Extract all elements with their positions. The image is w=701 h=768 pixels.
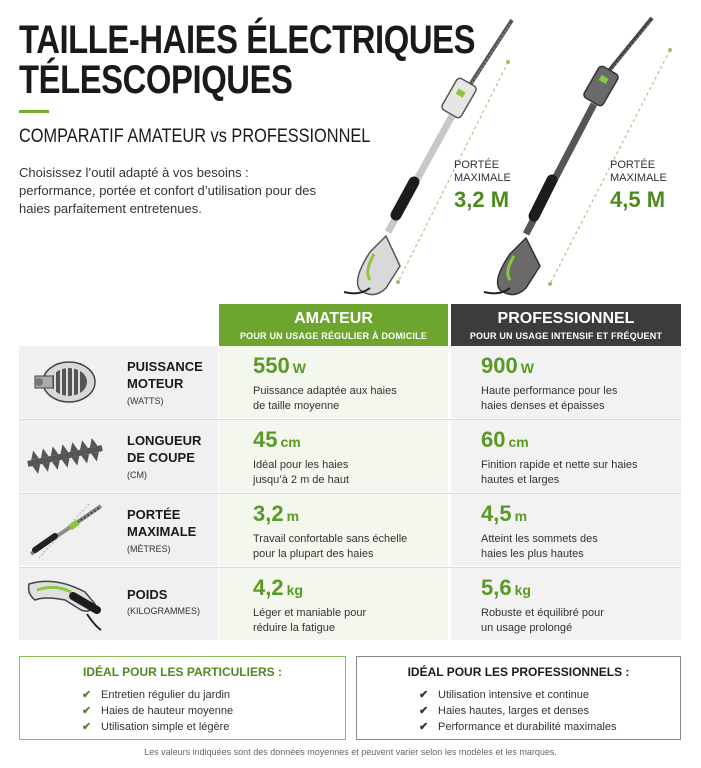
check-icon: ✔ <box>419 721 429 733</box>
list-item: ✔ Utilisation simple et légère <box>82 721 230 733</box>
motor-icon <box>25 352 105 412</box>
intro-text: Choisissez l’outil adapté à vos besoins : performance, portée et confort d’utilisation pour des haies parfaitement entretenues. <box>19 165 317 216</box>
pro-tool-icon <box>484 18 652 295</box>
row-label-cell <box>19 420 218 492</box>
row-label-cell <box>19 346 218 418</box>
pro-column-header <box>451 304 681 346</box>
pro-cell <box>451 494 681 566</box>
row-unit: (WATTS) <box>127 396 164 406</box>
check-icon: ✔ <box>82 705 92 717</box>
ideal-amateur-list <box>82 687 345 735</box>
comparison-row-power <box>19 346 681 418</box>
amateur-reach-callout <box>454 159 514 211</box>
pro-title: PROFESSIONNEL <box>497 310 635 327</box>
row-label-cell <box>19 568 218 640</box>
list-item: ✔ Haies hautes, larges et denses <box>419 705 590 717</box>
title-line-2: TÉLESCOPIQUES <box>19 58 293 102</box>
amateur-desc: Idéal pour les haies jusqu’à 2 m de haut <box>253 459 350 486</box>
pro-value: 5,6 kg <box>481 575 531 600</box>
ideal-pro-box <box>356 656 681 740</box>
pro-reach-label: PORTÉE MAXIMALE <box>610 159 667 184</box>
amateur-cell <box>219 494 448 566</box>
blade-icon <box>25 426 105 486</box>
row-unit: (MÈTRES) <box>127 544 171 554</box>
pro-value: 4,5 m <box>481 501 528 526</box>
pole-icon <box>25 500 105 560</box>
pro-value: 900 W <box>481 353 534 378</box>
list-item: ✔ Utilisation intensive et continue <box>419 689 590 701</box>
pro-desc: Finition rapide et nette sur haies hautes et larges <box>481 459 638 486</box>
row-name: PORTÉE MAXIMALE <box>127 507 197 539</box>
pro-reach-callout <box>610 159 670 211</box>
amateur-value: 45 cm <box>253 427 301 452</box>
check-icon: ✔ <box>419 705 429 717</box>
row-name: POIDS <box>127 587 168 602</box>
amateur-desc: Léger et maniable pour réduire la fatigue <box>253 607 367 634</box>
amateur-reach-value: 3,2 M <box>454 187 510 212</box>
comparison-row-cut-length <box>19 420 681 492</box>
title-underline <box>19 110 49 113</box>
amateur-subtitle: POUR UN USAGE RÉGULIER À DOMICILE <box>239 331 428 341</box>
comparison-row-reach <box>19 494 681 566</box>
comparison-row-weight <box>19 568 681 640</box>
amateur-desc: Travail confortable sans échelle pour la plupart des haies <box>253 533 408 560</box>
amateur-value: 550 W <box>253 353 306 378</box>
title-line-1: TAILLE-HAIES ÉLECTRIQUES <box>19 18 476 62</box>
pro-cell <box>451 346 681 418</box>
check-icon: ✔ <box>82 689 92 701</box>
list-item: ✔ Performance et durabilité maximales <box>419 721 617 733</box>
ideal-amateur-title: IDÉAL POUR LES PARTICULIERS : <box>83 665 282 679</box>
row-unit: (KILOGRAMMES) <box>127 606 201 616</box>
ideal-amateur-box <box>19 656 346 740</box>
pro-desc: Haute performance pour les haies denses et épaisses <box>481 385 618 412</box>
tools-illustration <box>330 10 690 300</box>
row-unit: (CM) <box>127 470 147 480</box>
ideal-pro-list <box>419 687 680 735</box>
pro-cell <box>451 420 681 492</box>
check-icon: ✔ <box>419 689 429 701</box>
list-item: ✔ Entretien régulier du jardin <box>82 689 231 701</box>
row-label-cell <box>19 494 218 566</box>
amateur-title: AMATEUR <box>294 310 373 327</box>
check-icon: ✔ <box>82 721 92 733</box>
pro-desc: Atteint les sommets des haies les plus hautes <box>481 533 598 560</box>
row-name: PUISSANCE MOTEUR <box>127 359 203 391</box>
amateur-cell <box>219 568 448 640</box>
page-subtitle: COMPARATIF AMATEUR vs PROFESSIONNEL <box>19 126 371 147</box>
footer-note: Les valeurs indiquées sont des données moyennes et peuvent varier selon les modèles et les marques. <box>144 747 557 757</box>
pro-cell <box>451 568 681 640</box>
amateur-tool-icon <box>344 20 512 295</box>
amateur-cell <box>219 420 448 492</box>
amateur-column-header <box>219 304 448 346</box>
pro-value: 60 cm <box>481 427 529 452</box>
pro-subtitle: POUR UN USAGE INTENSIF ET FRÉQUENT <box>469 331 663 341</box>
handle-icon <box>25 574 105 634</box>
row-name: LONGUEUR DE COUPE <box>127 433 202 465</box>
amateur-desc: Puissance adaptée aux haies de taille moyenne <box>253 385 397 412</box>
amateur-value: 4,2 kg <box>253 575 303 600</box>
amateur-reach-label: PORTÉE MAXIMALE <box>454 159 511 184</box>
list-item: ✔ Haies de hauteur moyenne <box>82 705 234 717</box>
amateur-value: 3,2 m <box>253 501 300 526</box>
pro-desc: Robuste et équilibré pour un usage prolongé <box>481 607 604 634</box>
pro-reach-value: 4,5 M <box>610 187 666 212</box>
ideal-pro-title: IDÉAL POUR LES PROFESSIONNELS : <box>407 665 630 679</box>
amateur-cell <box>219 346 448 418</box>
